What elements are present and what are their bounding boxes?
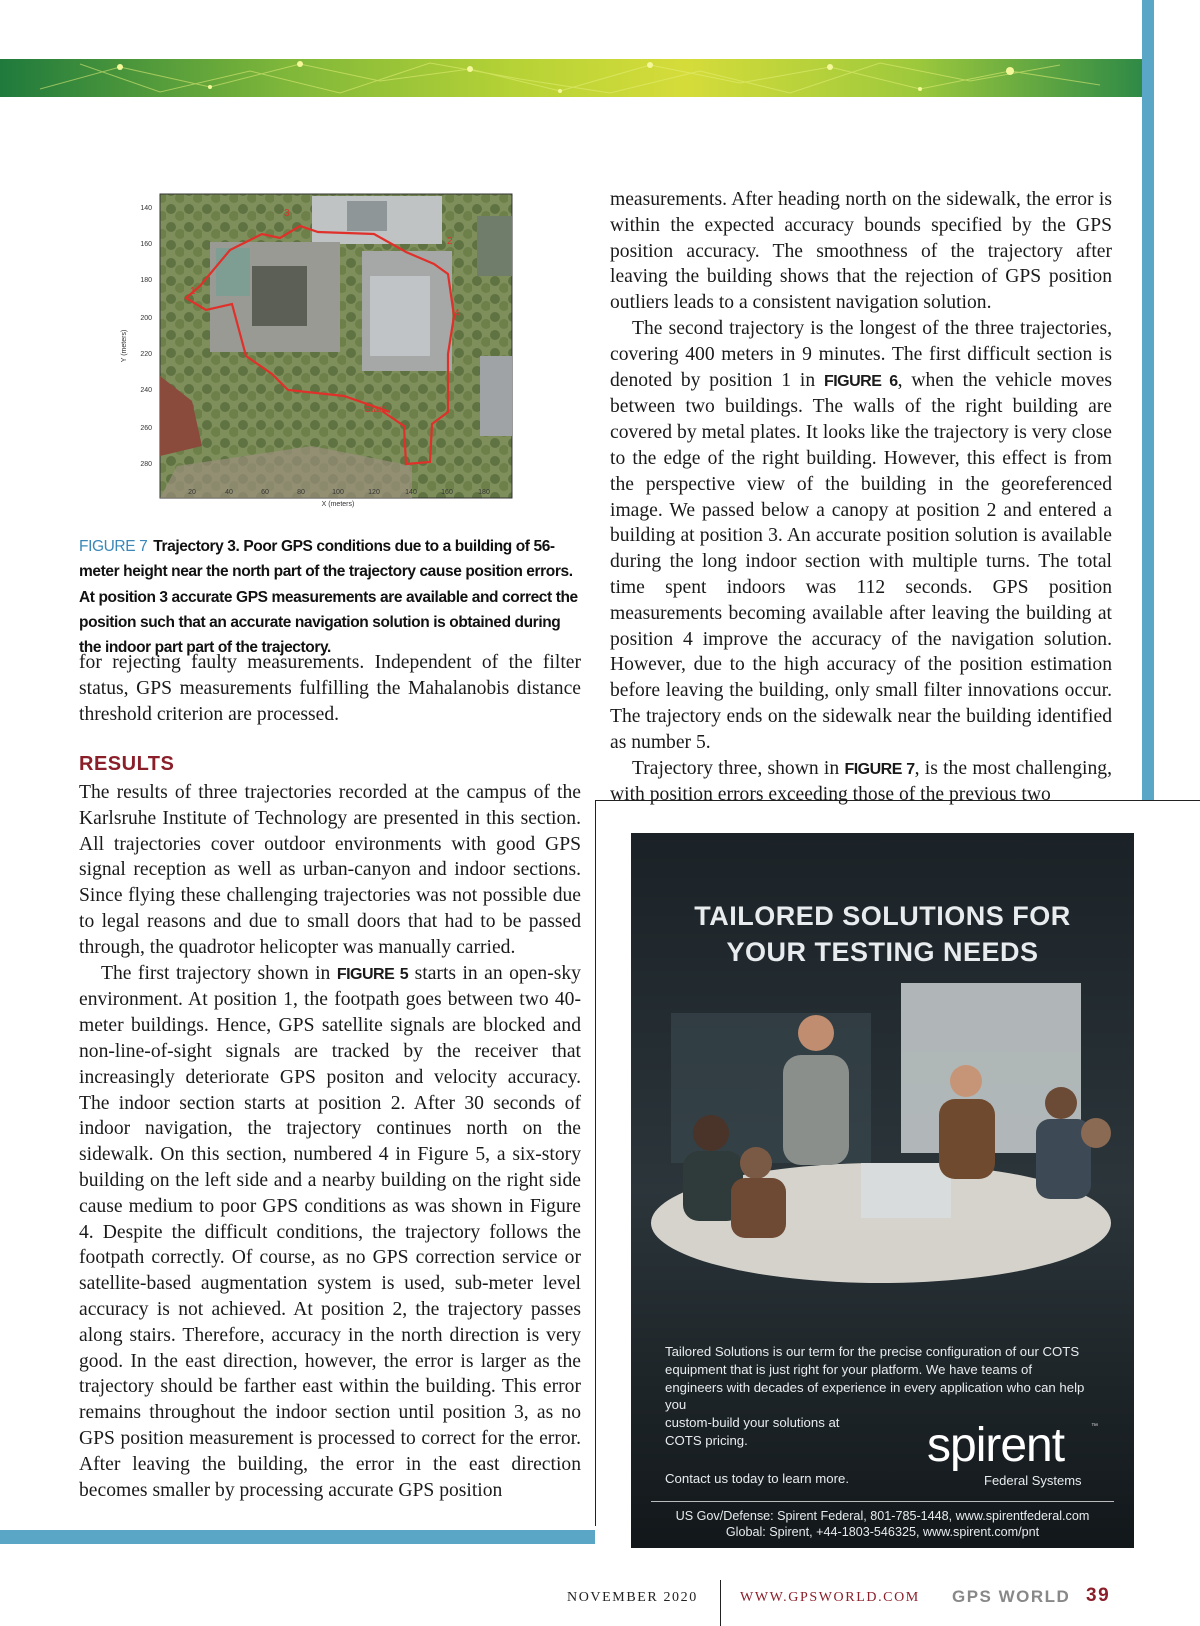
footer-divider [720, 1580, 721, 1626]
y-tick: 280 [140, 461, 152, 468]
x-tick: 60 [261, 489, 269, 496]
paragraph: measurements. After heading north on the sidewalk, the error is within the expected accuracy bounds specified by the GPS position accuracy. The smoothness of the trajectory after leaving the building shows that the rejection of GPS position outliers leads to a consistent navigation solution. [610, 189, 1112, 314]
figure-6-ref: FIGURE 6 [823, 372, 898, 390]
y-tick: 180 [140, 277, 152, 284]
page-number: 39 [1086, 1585, 1111, 1606]
right-accent-bar [1142, 0, 1154, 800]
y-tick: 160 [140, 241, 152, 248]
ad-divider [651, 1501, 1114, 1502]
x-tick: 100 [332, 489, 344, 496]
ad-footer: US Gov/Defense: Spirent Federal, 801-785-1448, www.spirentfederal.com Global: Spirent, +44-1803-546325, www.spirent.com/pnt [675, 1509, 1090, 1539]
issue-date: NOVEMBER 2020 [567, 1590, 698, 1605]
x-tick: 140 [405, 489, 417, 496]
figure-7 [112, 186, 532, 516]
paragraph: The results of three trajectories recorded at the campus of the Karlsruhe Institute of Technology are presented in this section. All trajectories cover outdoor environments with good GPS signal reception as well as urban-canyon and indoor sections. Since flying these challenging trajectories was not possible due to legal reasons and due to small doors that had to be passed through, the quadrotor helicopter was manually carried. [79, 782, 581, 958]
ad-headline: TAILORED SOLUTIONS FOR YOUR TESTING NEEDS [694, 901, 1071, 967]
header-banner [0, 59, 1142, 97]
spirent-logo-subtitle: Federal Systems [984, 1473, 1082, 1488]
results-heading: RESULTS [79, 753, 175, 775]
figure-label: FIGURE 7 [79, 538, 148, 555]
trademark: ™ [1091, 1423, 1098, 1430]
y-tick: 260 [140, 425, 152, 432]
x-axis-label: X (meters) [321, 501, 355, 508]
figure-caption [79, 534, 584, 660]
figure-7-ref: FIGURE 7 [844, 760, 915, 778]
x-tick: 20 [188, 489, 196, 496]
figure-caption-text: Trajectory 3. Poor GPS conditions due to a building of 56-meter height near the north part of the trajectory cause position errors. At position 3 accurate GPS measurements are available and correct the position such that an accurate navigation solution is obtained during the indoor part part of the trajectory. [79, 538, 578, 657]
building [480, 356, 512, 436]
marker-3: 3 [284, 208, 290, 219]
magazine-name: GPS WORLD [952, 1587, 1071, 1606]
y-axis-label: Y (meters) [121, 329, 128, 363]
paragraph: Trajectory three, shown in FIGURE 7, is the most challenging, with position errors exceeding those of the previous two [610, 757, 1112, 806]
figure-5-ref: FIGURE 5 [336, 965, 409, 983]
x-tick: 80 [297, 489, 305, 496]
ad-contact: Contact us today to learn more. [665, 1471, 849, 1486]
column-divider [595, 800, 596, 1526]
y-tick: 140 [140, 205, 152, 212]
x-tick: 120 [368, 489, 380, 496]
y-tick: 240 [140, 387, 152, 394]
trajectory-map [112, 186, 532, 516]
y-tick: 220 [140, 351, 152, 358]
website-link[interactable]: WWW.GPSWORLD.COM [740, 1590, 920, 1605]
x-tick: 40 [225, 489, 233, 496]
network-pattern-icon [0, 59, 1142, 97]
paragraph: for rejecting faulty measurements. Independent of the filter status, GPS measurements fulfilling the Mahalanobis distance threshold criterion are processed. [79, 652, 581, 725]
marker-1: 1 [190, 286, 196, 297]
left-column-top [79, 650, 581, 727]
spirent-logo: spirent [927, 1419, 1065, 1472]
paragraph: The second trajectory is the longest of the three trajectories, covering 400 meters in 9 minutes. The first difficult section is denoted by position 1 in FIGURE 6, when the vehicle moves between two buildings. The walls of the right building are covered by metal plates. It looks like the trajectory is very close to the edge of the right building. However, this effect is from the perspective view of the building in the georeferenced image. We passed below a canopy at position 2 and entered a building at position 3. An accurate position solution is available during the long indoor section with multiple turns. The total time spent indoors was 112 seconds. GPS position measurements becoming available after leaving the building at position 4 improve the accuracy of the navigation solution. However, due to the high accuracy of the position estimation before leaving the building, only small filter innovations occur. The trajectory ends on the sidewalk near the building identified as number 5. [610, 317, 1112, 753]
marker-4: 4 [454, 308, 460, 319]
x-tick: 160 [441, 489, 453, 496]
left-column-results [79, 780, 581, 1503]
marker-2: 2 [447, 236, 453, 247]
marker-start: Start [364, 404, 386, 415]
ad-body: Tailored Solutions is our term for the precise configuration of our COTS equipment that is just right for your platform. We have teams of engineers with decades of experience in every application who can help you custom-build your solutions at COTS pricing. [665, 1344, 1085, 1448]
bottom-accent-bar [0, 1530, 595, 1544]
right-column [610, 187, 1112, 808]
spirent-advertisement[interactable] [631, 833, 1134, 1548]
paragraph: The first trajectory shown in FIGURE 5 starts in an open-sky environment. At position 1, the footpath goes between two 40-meter buildings. Hence, GPS satellite signals are blocked and non-line-of-sight signals are tracked by the receiver that increasingly deteriorate GPS positon and velocity accuracy. The indoor section starts at position 2. After 30 seconds of indoor navigation, the trajectory continues north on the sidewalk. On this section, numbered 4 in Figure 5, a six-story building on the left side and a nearby building on the right side cause medium to poor GPS conditions as was shown in Figure 4. Despite the difficult conditions, the trajectory follows the footpath correctly. Of course, as no GPS correction service or satellite-based augmentation system is used, sub-meter level accuracy is not achieved. At position 2, the trajectory passes along stairs. Therefore, accuracy in the north direction is very good. In the east direction, however, the error is larger as the trajectory should be farther east within the building. This error remains throughout the indoor section until position 3, as no GPS position measurement is processed to correct for the error. After leaving the building, the error in the east direction becomes smaller by processing accurate GPS position [79, 962, 581, 1501]
y-tick: 200 [140, 315, 152, 322]
x-tick: 180 [478, 489, 490, 496]
